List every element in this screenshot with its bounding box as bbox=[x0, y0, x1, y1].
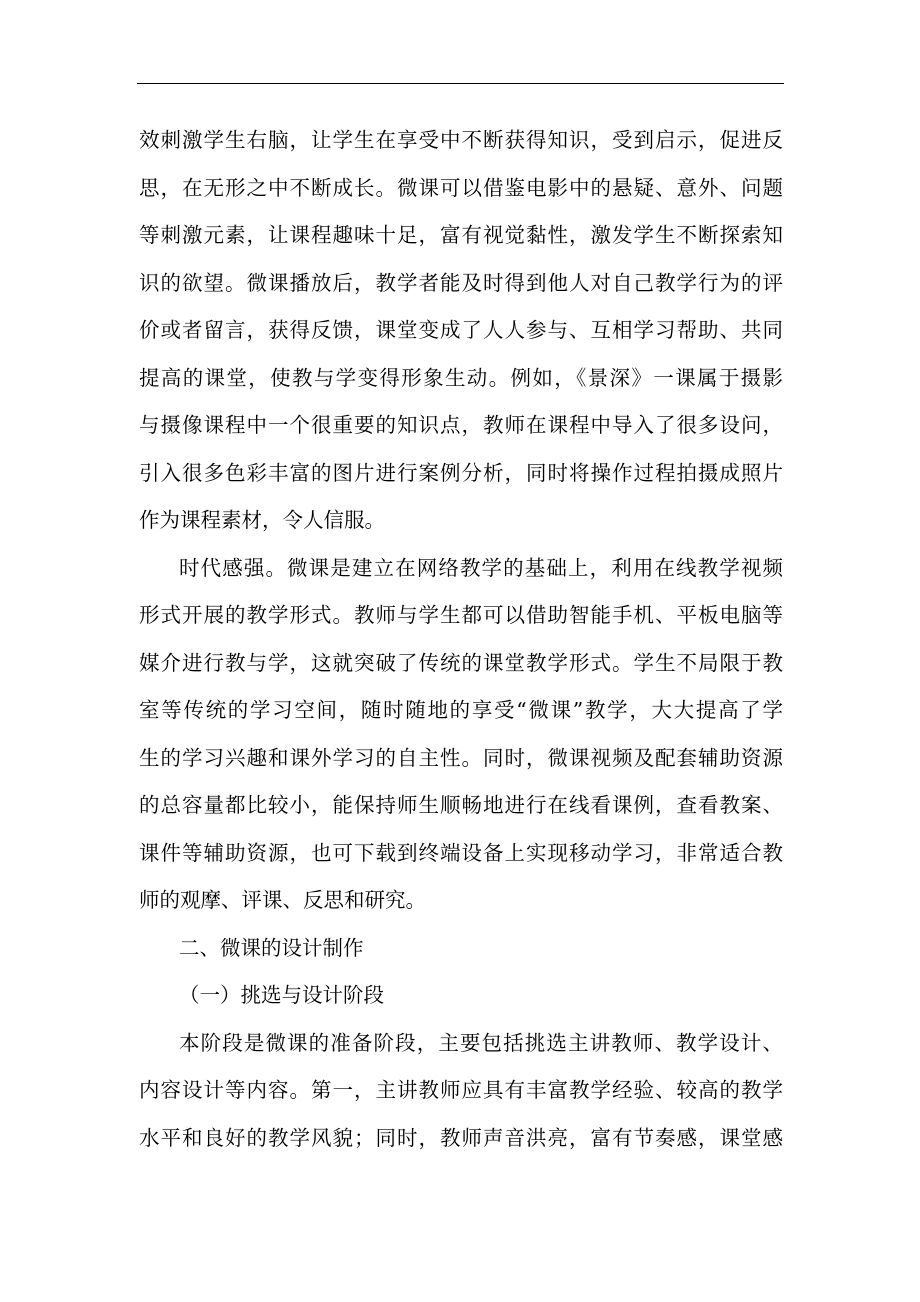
section-heading bbox=[139, 925, 783, 973]
document-body bbox=[139, 117, 783, 1162]
text-line: 等刺激元素，让课程趣味十足，富有视觉黏性，激发学生不断探索知 bbox=[139, 223, 783, 247]
text-line: 思，在无形之中不断成长。微课可以借鉴电影中的悬疑、意外、问题 bbox=[139, 175, 783, 200]
text-line: 识的欲望。微课播放后，教学者能及时得到他人对自己教学行为的评 bbox=[139, 270, 783, 295]
text-line: 价或者留言，获得反馈，课堂变成了人人参与、互相学习帮助、共同 bbox=[139, 318, 783, 342]
paragraph-1 bbox=[139, 117, 783, 545]
paragraph-3 bbox=[139, 1020, 783, 1163]
text-line: 本阶段是微课的准备阶段，主要包括挑选主讲教师、教学设计、 bbox=[179, 1030, 783, 1055]
text-line: 师的观摩、评课、反思和研究。 bbox=[139, 888, 426, 912]
text-line: 课件等辅助资源，也可下载到终端设备上实现移动学习，非常适合教 bbox=[139, 840, 783, 865]
text-line: 时代感强。微课是建立在网络教学的基础上，利用在线教学视频 bbox=[179, 555, 783, 580]
heading-text: 二、微课的设计制作 bbox=[179, 935, 364, 960]
text-line: 引入很多色彩丰富的图片进行案例分析，同时将操作过程拍摄成照片 bbox=[139, 460, 783, 485]
text-line: 内容设计等内容。第一，主讲教师应具有丰富教学经验、较高的教学 bbox=[139, 1078, 783, 1102]
text-line: 与摄像课程中一个很重要的知识点，教师在课程中导入了很多设问， bbox=[139, 413, 783, 437]
heading-text: （一）挑选与设计阶段 bbox=[179, 983, 384, 1007]
text-line: 生的学习兴趣和课外学习的自主性。同时，微课视频及配套辅助资源 bbox=[139, 745, 783, 770]
text-line: 形式开展的教学形式。教师与学生都可以借助智能手机、平板电脑等 bbox=[139, 603, 783, 627]
text-line: 的总容量都比较小，能保持师生顺畅地进行在线看课例，查看教案、 bbox=[139, 793, 783, 817]
subsection-heading bbox=[139, 972, 783, 1020]
text-line: 效刺激学生右脑，让学生在享受中不断获得知识，受到启示，促进反 bbox=[139, 128, 783, 152]
text-line: 作为课程素材，令人信服。 bbox=[139, 508, 385, 532]
paragraph-2 bbox=[139, 545, 783, 925]
text-line: 媒介进行教与学，这就突破了传统的课堂教学形式。学生不局限于教 bbox=[139, 650, 783, 675]
text-line: 室等传统的学习空间，随时随地的享受“微课”教学，大大提高了学 bbox=[139, 698, 783, 722]
text-line: 提高的课堂，使教与学变得形象生动。例如，《景深》一课属于摄影 bbox=[139, 365, 783, 390]
header-rule bbox=[137, 83, 784, 84]
text-line: 水平和良好的教学风貌；同时，教师声音洪亮，富有节奏感，课堂感 bbox=[139, 1125, 783, 1150]
